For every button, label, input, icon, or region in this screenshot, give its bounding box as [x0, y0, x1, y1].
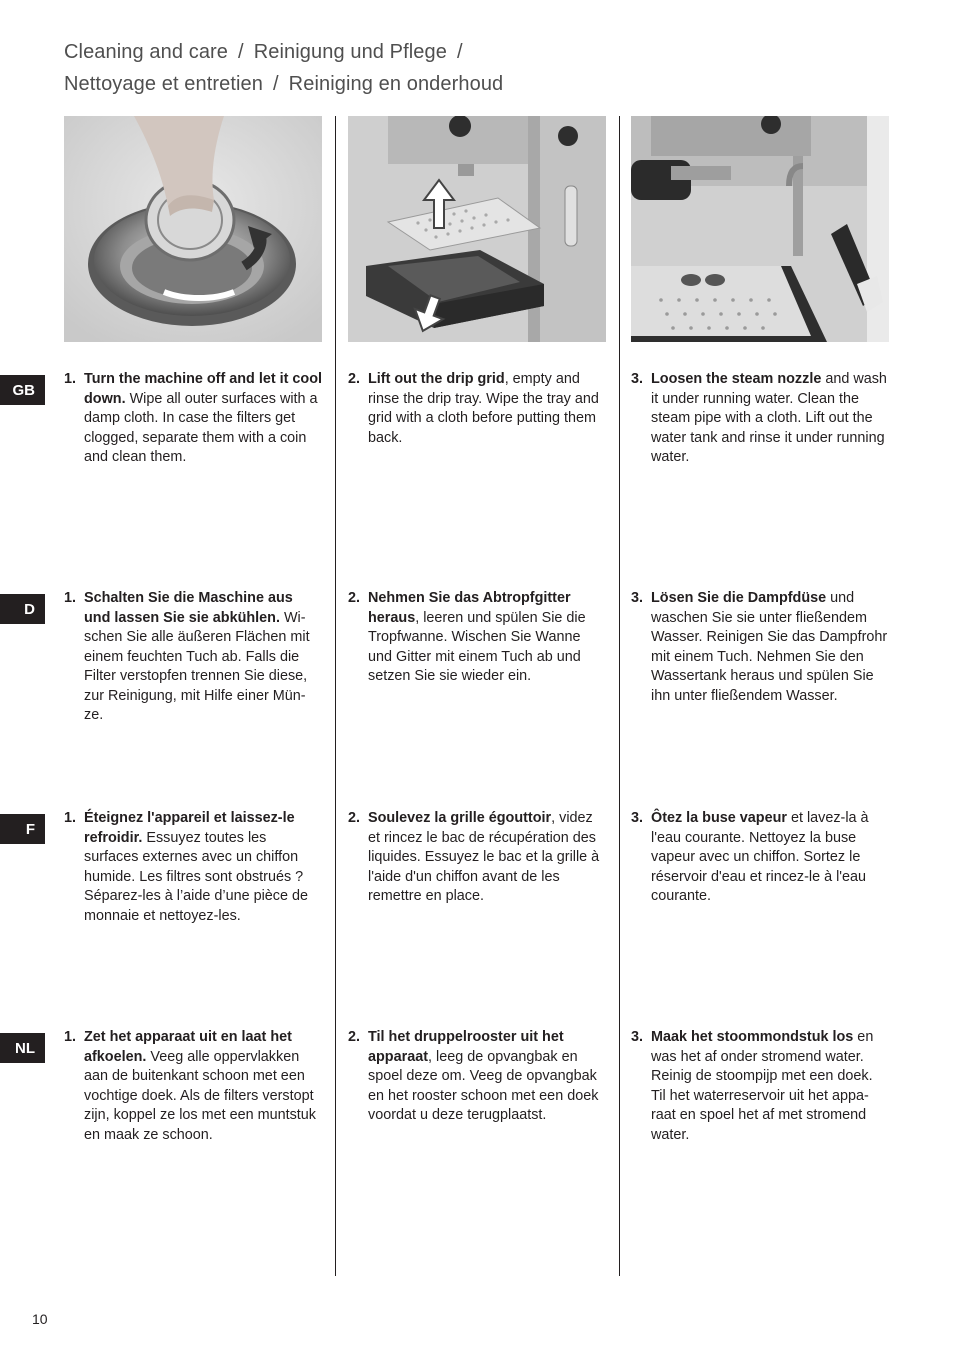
- step-gb-1: [64, 370, 322, 468]
- step-nl-1: [64, 1028, 322, 1145]
- step-d-3: [631, 589, 889, 706]
- step-text: en was het af onder stromend water. Reinig de stoompijp met een doek. Til het waterreservoir uit het appa-raat en spoel het af met stromend water.: [651, 1029, 874, 1143]
- step-bold: Éteignez l'appareil et laissez-le refroidir.: [84, 810, 295, 846]
- illustration-steam-nozzle: [631, 116, 889, 342]
- step-bold: Ôtez la buse vapeur: [651, 810, 787, 826]
- step-text: Veeg alle oppervlakken aan de buitenkant schoon met een vochtige doek. Als de filters verstopt zijn, koppel ze los met een muntstuk en maak ze schoon.: [84, 1048, 316, 1143]
- column-divider: [619, 116, 620, 1276]
- lang-tab-gb: GB: [0, 375, 45, 405]
- step-text: et lavez-la à l'eau courante. Nettoyez la buse vapeur avec un chiffon. Sortez le réservoir d'eau et rincez-le à l'eau courante.: [651, 810, 869, 904]
- title-separator: /: [238, 41, 244, 63]
- step-bold: Loosen the steam nozzle: [651, 371, 822, 387]
- step-text: , videz et rincez le bac de récupération des liquides. Essuyez le bac et la grille à l'aide d'un chiffon avant de les remettre en place.: [368, 810, 600, 904]
- step-number: 3.: [631, 810, 644, 826]
- title-separator: /: [456, 41, 463, 63]
- title-en: Cleaning and care: [64, 41, 229, 63]
- step-number: 2.: [348, 590, 361, 606]
- step-number: 2.: [348, 810, 361, 826]
- step-number: 2.: [348, 1029, 361, 1045]
- step-f-2: [348, 809, 606, 907]
- title-separator: /: [273, 73, 279, 95]
- step-bold: Til het druppelrooster uit het apparaat: [368, 1029, 564, 1065]
- step-text: , leeg de opvangbak en spoel deze om. Veeg de opvangbak en het rooster schoon met een doek voordat u deze terugplaatst.: [368, 1048, 599, 1123]
- step-text: Wipe all outer surfaces with a damp cloth. In case the filters get clogged, separate them with a coin and clean them.: [84, 390, 318, 465]
- step-text: , empty and rinse the drip tray. Wipe the tray and grid with a cloth before putting them back.: [368, 371, 599, 446]
- step-number: 1.: [64, 371, 77, 387]
- illustration-drip-grid: [348, 116, 606, 342]
- step-d-2: [348, 589, 606, 687]
- lang-tab-d: D: [0, 594, 45, 624]
- lang-tab-f: F: [0, 814, 45, 844]
- page-number: 10: [32, 1311, 48, 1327]
- page-title-line-2: [64, 73, 503, 96]
- step-bold: Nehmen Sie das Abtropfgitter heraus: [368, 590, 571, 626]
- column-divider: [335, 116, 336, 1276]
- step-bold: Turn the machine off and let it cool down.: [84, 371, 322, 407]
- step-bold: Soulevez la grille égouttoir: [368, 810, 552, 826]
- lang-tab-nl: NL: [0, 1033, 45, 1063]
- step-number: 1.: [64, 810, 77, 826]
- step-nl-2: [348, 1028, 606, 1126]
- step-f-3: [631, 809, 889, 907]
- step-text: und waschen Sie sie unter fließendem Wasser. Reinigen Sie das Dampfrohr mit einem Tuch. Nehmen Sie den Wassertank heraus und spülen Sie ihn unter fließendem Wasser.: [651, 590, 888, 704]
- step-bold: Maak het stoommondstuk los: [651, 1029, 854, 1045]
- step-bold: Zet het apparaat uit en laat het afkoelen.: [84, 1029, 292, 1065]
- step-f-1: [64, 809, 322, 926]
- step-bold: Lösen Sie die Dampfdüse: [651, 590, 827, 606]
- step-number: 3.: [631, 371, 644, 387]
- step-number: 3.: [631, 1029, 644, 1045]
- step-number: 1.: [64, 1029, 77, 1045]
- step-gb-3: [631, 370, 889, 468]
- step-gb-2: [348, 370, 606, 448]
- step-bold: Lift out the drip grid: [368, 371, 505, 387]
- title-fr: Nettoyage et entretien: [64, 73, 263, 95]
- step-number: 2.: [348, 371, 361, 387]
- title-de: Reinigung und Pflege: [253, 41, 447, 63]
- step-text: Wi-schen Sie alle äußeren Flächen mit einem feuchten Tuch ab. Falls die Filter verstopfen trennen Sie diese, zur Reinigung, mit Hilfe einer Mün-ze.: [84, 609, 310, 723]
- step-text: and wash it under running water. Clean the steam pipe with a cloth. Lift out the water tank and rinse it under running water.: [651, 371, 887, 465]
- step-number: 1.: [64, 590, 77, 606]
- title-nl: Reiniging en onderhoud: [288, 73, 504, 95]
- illustration-filter-coin: [64, 116, 322, 342]
- step-d-1: [64, 589, 322, 726]
- page-title-line-1: [64, 41, 473, 64]
- step-number: 3.: [631, 590, 644, 606]
- step-nl-3: [631, 1028, 889, 1145]
- step-bold: Schalten Sie die Maschine aus und lassen Sie sie abkühlen.: [84, 590, 293, 626]
- step-text: Essuyez toutes les surfaces externes avec un chiffon humide. Les filtres sont obstrués ? Séparez-les à l’aide d’une pièce de monnaie et nettoyez-les.: [84, 829, 309, 924]
- step-text: , leeren und spülen Sie die Tropfwanne. Wischen Sie Wanne und Gitter mit einem Tuch ab und setzen Sie sie wieder ein.: [368, 609, 586, 684]
